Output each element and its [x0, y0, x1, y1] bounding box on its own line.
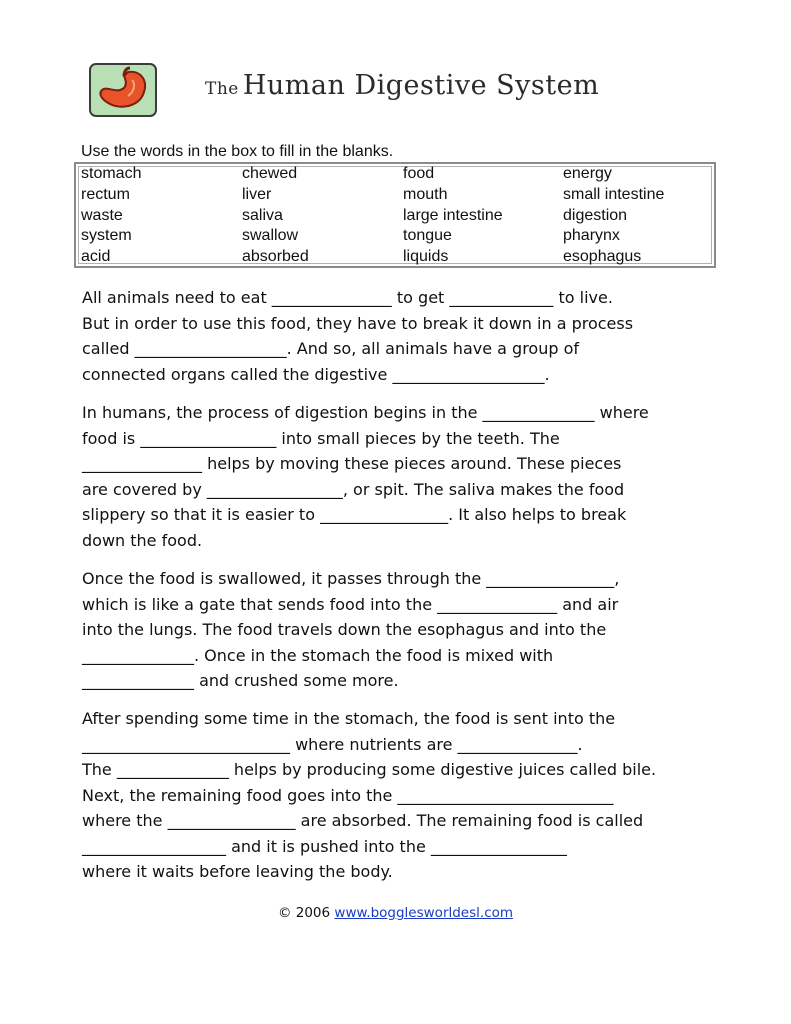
- title-prefix: The: [205, 79, 239, 99]
- word-bank-item: mouth: [403, 185, 448, 203]
- instructions: Use the words in the box to fill in the blanks.: [81, 143, 394, 160]
- paragraph-1: All animals need to eat _______________ to get _____________ to live. But in order to use this food, they have to break it down in a process called ___________________. And so, all animals have a group of connected organs called the digestive ___________________.: [82, 288, 634, 384]
- word-bank-item: large intestine: [403, 206, 503, 224]
- word-bank-item: liquids: [403, 248, 449, 266]
- paragraph-2: In humans, the process of digestion begins in the ______________ where food is _________________ into small pieces by the teeth. The _______________ helps by moving these pieces around. These pieces are covered by _________________, or spit. The saliva makes the food slippery so that it is easier to ________________. It also helps to break down the food.: [82, 403, 649, 550]
- word-bank-item: absorbed: [242, 248, 309, 266]
- word-bank-item: esophagus: [563, 248, 642, 266]
- word-bank-item: acid: [81, 248, 111, 266]
- word-bank-item: waste: [81, 206, 123, 224]
- word-bank-item: energy: [563, 165, 612, 182]
- word-bank-item: stomach: [81, 165, 142, 182]
- word-bank: [81, 164, 723, 268]
- word-bank-item: rectum: [81, 185, 130, 203]
- paragraph-4: After spending some time in the stomach, the food is sent into the __________________________ where nutrients are _______________. The ______________ helps by producing some digestive juices called bile. Next, the remaining food goes into the ___________________________ where the ________________ are absorbed. The remaining food is called __________________ and it is pushed into the _________________ where it waits before leaving the body.: [82, 709, 657, 881]
- footer: [0, 905, 791, 921]
- word-bank-item: digestion: [563, 206, 628, 224]
- word-bank-item: swallow: [242, 227, 299, 245]
- copyright: © 2006: [277, 905, 335, 921]
- title-main: Human Digestive System: [242, 70, 600, 101]
- page-title: [205, 70, 599, 101]
- word-bank-item: saliva: [242, 206, 283, 224]
- stomach-icon: [88, 62, 158, 118]
- word-bank-item: chewed: [242, 165, 298, 182]
- paragraph-3: Once the food is swallowed, it passes through the ________________, which is like a gate that sends food into the _______________ and air into the lungs. The food travels down the esophagus and into the ______________. Once in the stomach the food is mixed with ______________ and crushed some more.: [82, 569, 620, 690]
- website-link[interactable]: www.bogglesworldesl.com: [334, 905, 514, 921]
- word-bank-item: food: [403, 165, 435, 182]
- word-bank-item: tongue: [403, 227, 452, 245]
- word-bank-item: small intestine: [563, 185, 665, 203]
- word-bank-item: system: [81, 227, 132, 245]
- word-bank-item: liver: [242, 185, 272, 203]
- word-bank-item: pharynx: [563, 227, 620, 245]
